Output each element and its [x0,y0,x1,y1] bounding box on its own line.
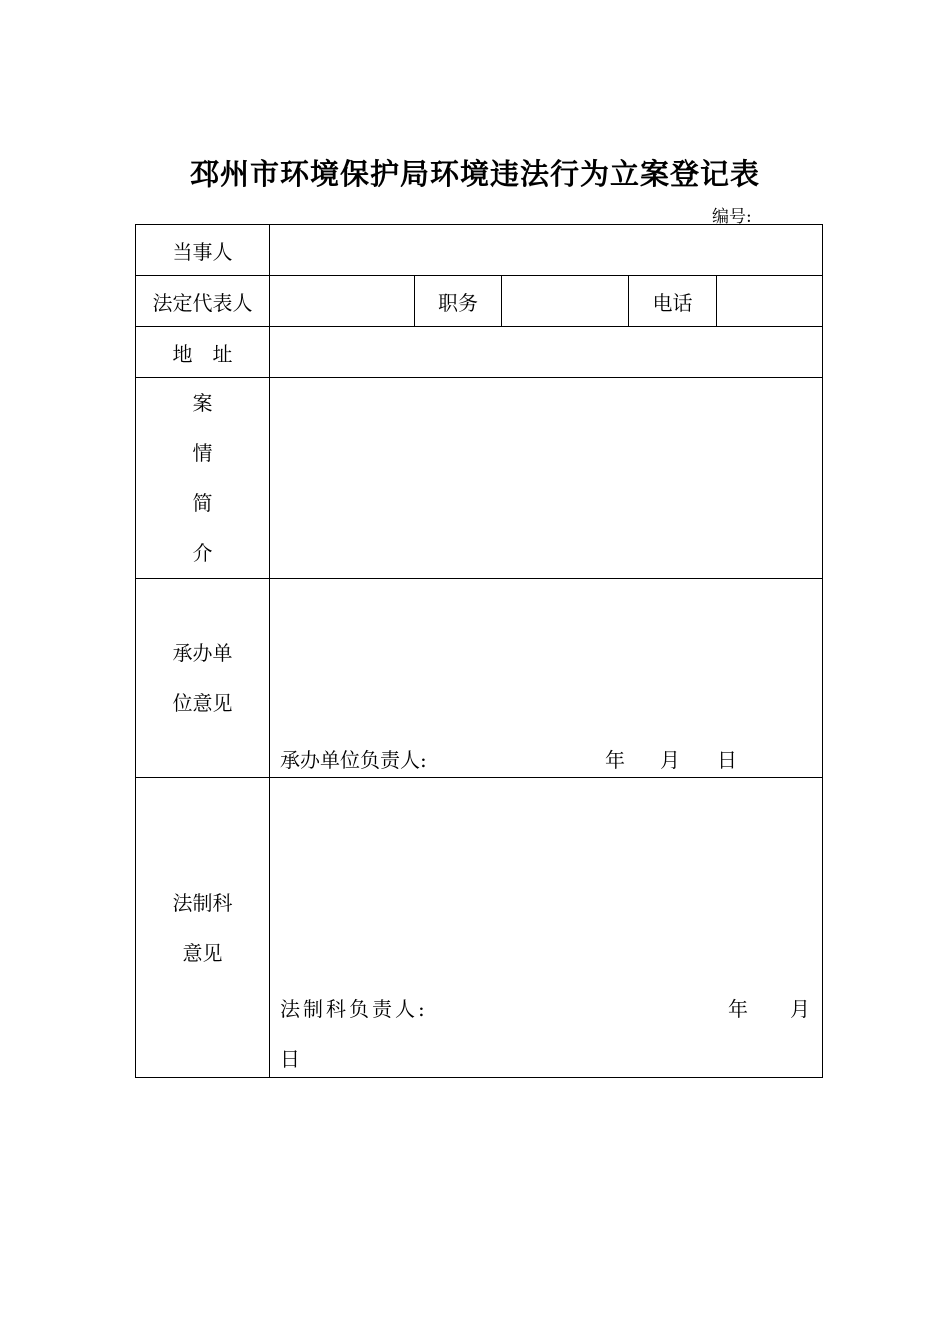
undertaking-unit-signer-label: 承办单位负责人: [280,748,427,772]
undertaking-unit-opinion-label [136,579,270,778]
undertaking-date-day: 日 [717,748,737,772]
phone-field[interactable] [717,276,823,327]
undertaking-unit-opinion-line: 承办单 [172,641,233,665]
legal-section-opinion-label [136,778,270,1078]
position-label: 职务 [415,276,502,327]
case-summary-char: 案 [192,391,213,415]
party-row [136,225,823,276]
legal-section-date-day: 日 [280,1047,300,1071]
legal-section-date-month: 月 [790,997,810,1021]
case-summary-char: 情 [192,441,213,465]
undertaking-unit-row [136,579,823,778]
address-label: 地 址 [136,327,270,378]
undertaking-date-month: 月 [660,748,680,772]
legal-section-date-year: 年 [728,997,748,1021]
legal-section-signer-label: 法制科负责人: [280,997,428,1021]
phone-label: 电话 [629,276,717,327]
page-title: 邳州市环境保护局环境违法行为立案登记表 [189,157,760,191]
case-summary-field[interactable] [270,378,823,579]
serial-number-label: 编号: [712,207,752,227]
legal-section-opinion-line: 意见 [182,940,223,965]
undertaking-date-year: 年 [605,748,625,772]
case-summary-char: 简 [192,491,213,515]
party-field[interactable] [270,225,823,276]
case-summary-char: 介 [192,541,213,565]
registration-form-table [135,224,823,1078]
address-row [136,327,823,378]
undertaking-unit-opinion-line: 位意见 [172,691,233,715]
legal-section-opinion-line: 法制科 [172,890,233,915]
party-label: 当事人 [136,225,270,276]
legal-section-opinion-field[interactable] [270,778,823,1078]
legal-rep-label: 法定代表人 [136,276,270,327]
legal-section-row [136,778,823,1078]
undertaking-unit-opinion-field[interactable] [270,579,823,778]
address-field[interactable] [270,327,823,378]
legal-rep-row [136,276,823,327]
case-summary-row [136,378,823,579]
case-summary-label [136,378,270,579]
legal-rep-field[interactable] [270,276,415,327]
position-field[interactable] [502,276,629,327]
